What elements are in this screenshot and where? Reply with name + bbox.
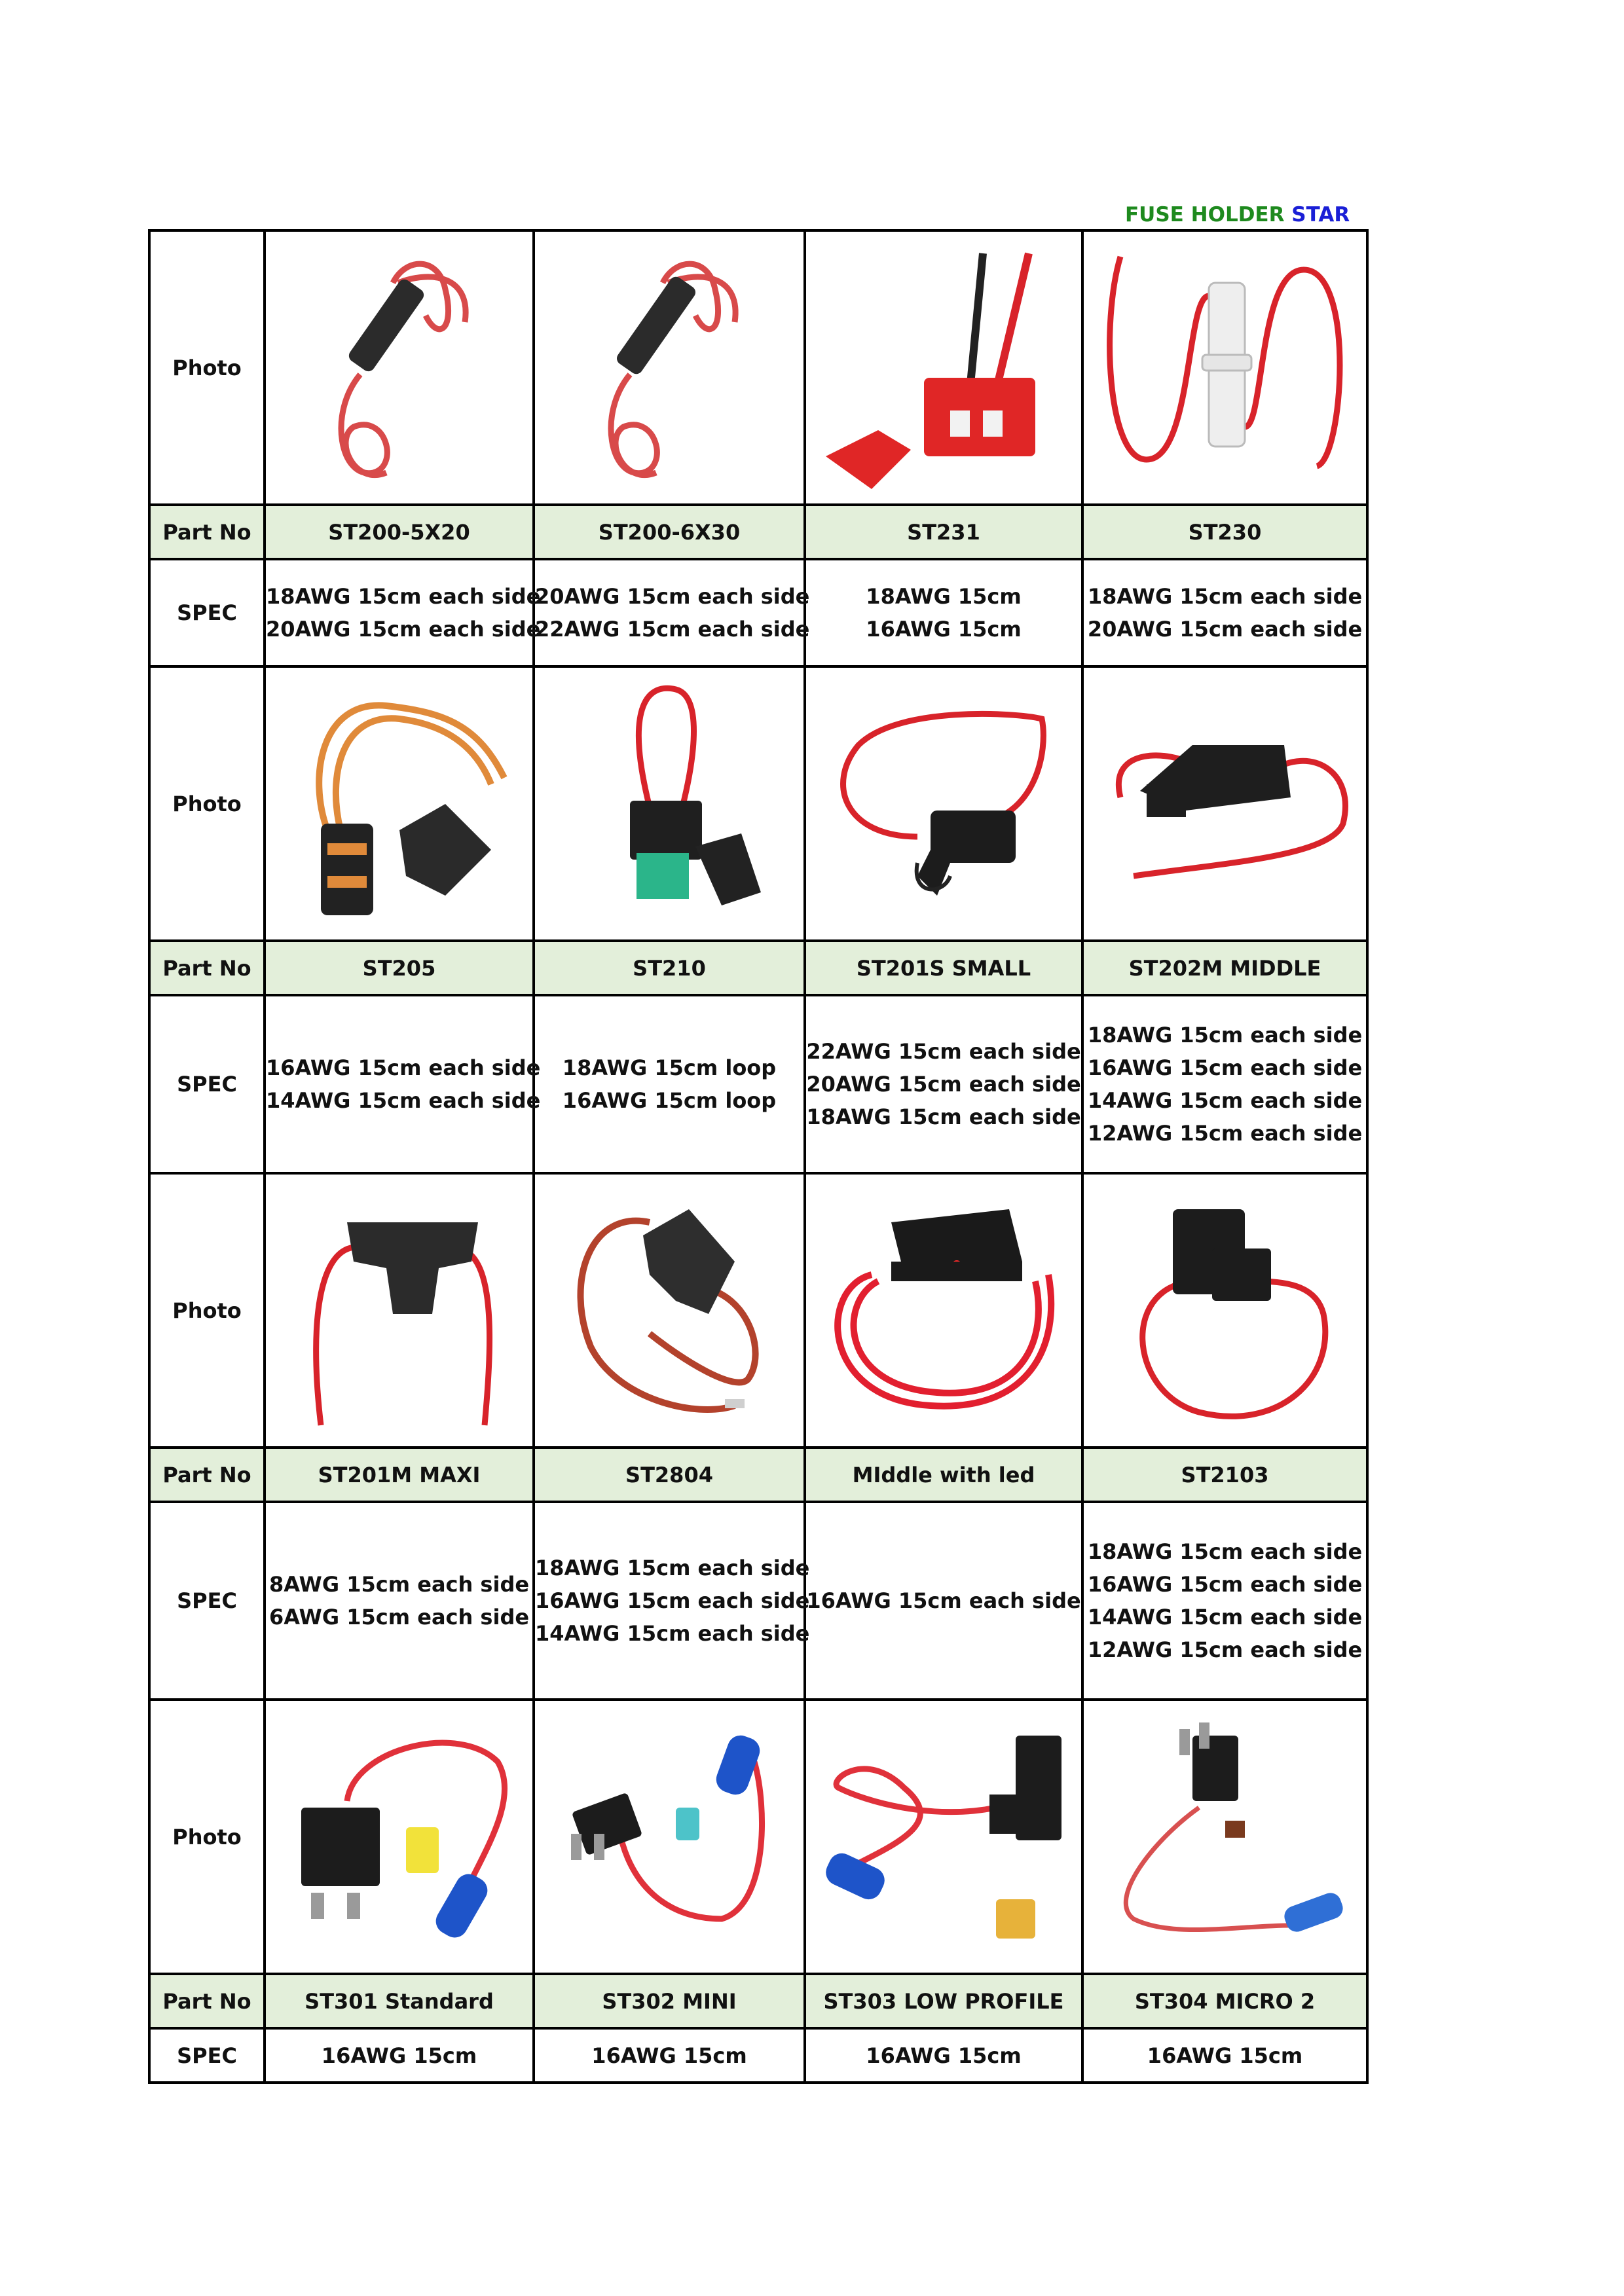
spec-line: 16AWG 15cm	[866, 617, 1022, 642]
title-brand-prefix: FUSE HOLDER	[1125, 203, 1285, 227]
spec-line: 16AWG 15cm	[866, 2043, 1022, 2068]
spec-label: SPEC	[149, 559, 265, 666]
part-number: ST302 MINI	[534, 1974, 805, 2028]
spec-line: 12AWG 15cm each side	[1087, 1121, 1363, 1146]
product-spec-table	[148, 229, 1369, 2084]
spec-cell	[1082, 995, 1367, 1173]
part-number: ST200-5X20	[265, 505, 534, 559]
spec-cell	[1082, 1502, 1367, 1700]
spec-line: 16AWG 15cm each side	[806, 1588, 1081, 1613]
spec-line: 16AWG 15cm loop	[562, 1088, 777, 1113]
spec-line: 20AWG 15cm each side	[1087, 617, 1363, 642]
inline-fuse-holder-6x30-icon	[584, 244, 754, 492]
photo-cell	[1082, 1700, 1367, 1974]
photo-cell	[534, 230, 805, 505]
title-brand-suffix: STAR	[1291, 203, 1350, 227]
spec-label: SPEC	[149, 1502, 265, 1700]
part-number: ST2103	[1082, 1448, 1367, 1502]
spec-line: 14AWG 15cm each side	[1087, 1605, 1363, 1630]
spec-cell	[534, 559, 810, 666]
spec-line: 18AWG 15cm	[866, 584, 1022, 609]
fuse-holder-st2804-icon	[551, 1183, 787, 1438]
part-number: ST200-6X30	[534, 505, 805, 559]
photo-cell	[1082, 1173, 1367, 1448]
spec-line: 8AWG 15cm each side	[268, 1572, 530, 1597]
part-number: MIddle with led	[805, 1448, 1082, 1502]
led-fuse-holder-icon	[813, 1183, 1075, 1438]
spec-line: 6AWG 15cm each side	[268, 1605, 530, 1630]
photo-cell	[805, 1700, 1082, 1974]
spec-line: 16AWG 15cm	[1147, 2043, 1303, 2068]
spec-line: 16AWG 15cm each side	[1087, 1572, 1363, 1597]
part-number-row-4	[149, 1974, 1367, 2028]
spec-cell	[265, 2028, 534, 2083]
part-number: ST303 LOW PROFILE	[805, 1974, 1082, 2028]
middle-blade-fuse-holder-icon	[1094, 680, 1356, 928]
spec-label: SPEC	[149, 995, 265, 1173]
photo-cell	[265, 230, 534, 505]
part-number-row-2	[149, 941, 1367, 995]
spec-line: 16AWG 15cm each side	[1087, 1055, 1363, 1080]
spec-cell	[805, 995, 1082, 1173]
spec-line: 18AWG 15cm each side	[266, 584, 541, 609]
photo-cell	[805, 666, 1082, 941]
photo-row-2	[149, 666, 1367, 941]
photo-row-3	[149, 1173, 1367, 1448]
part-number: ST231	[805, 505, 1082, 559]
photo-label: Photo	[149, 1173, 265, 1448]
spec-row-3	[149, 1502, 1367, 1700]
spec-line: 20AWG 15cm each side	[535, 584, 810, 609]
spec-line: 20AWG 15cm each side	[266, 617, 541, 642]
document-title	[1125, 196, 1367, 233]
spec-line: 16AWG 15cm	[321, 2043, 477, 2068]
part-number: ST205	[265, 941, 534, 995]
photo-cell	[1082, 666, 1367, 941]
spec-row-2	[149, 995, 1367, 1173]
part-number: ST301 Standard	[265, 1974, 534, 2028]
add-a-circuit-mini-icon	[545, 1709, 794, 1965]
spec-cell	[1082, 2028, 1367, 2083]
spec-cell	[534, 2028, 805, 2083]
photo-cell	[265, 1700, 534, 1974]
spec-line: 12AWG 15cm each side	[1087, 1637, 1363, 1662]
add-a-circuit-standard-icon	[275, 1709, 524, 1965]
fuse-holder-st2103-icon	[1101, 1183, 1350, 1438]
part-no-label: Part No	[149, 941, 265, 995]
part-no-label: Part No	[149, 1974, 265, 2028]
spec-label: SPEC	[149, 2028, 265, 2083]
spec-cell	[265, 1502, 534, 1700]
part-no-label: Part No	[149, 1448, 265, 1502]
spec-cell	[265, 995, 541, 1173]
spec-cell	[265, 559, 541, 666]
photo-label: Photo	[149, 1700, 265, 1974]
part-number: ST210	[534, 941, 805, 995]
maxi-fuse-holder-icon	[282, 1183, 517, 1438]
spec-cell	[805, 2028, 1082, 2083]
spec-line: 18AWG 15cm each side	[1087, 1539, 1363, 1564]
photo-cell	[534, 1700, 805, 1974]
loop-fuse-holder-icon	[571, 676, 767, 932]
inline-fuse-holder-5x20-icon	[314, 244, 485, 492]
part-number: ST304 MICRO 2	[1082, 1974, 1367, 2028]
spec-line: 18AWG 15cm loop	[562, 1055, 777, 1080]
spec-cell	[805, 559, 1082, 666]
part-number: ST202M MIDDLE	[1082, 941, 1367, 995]
spec-line: 18AWG 15cm each side	[1087, 1023, 1363, 1048]
spec-line: 22AWG 15cm each side	[806, 1039, 1081, 1064]
spec-line: 18AWG 15cm each side	[535, 1556, 810, 1580]
part-number: ST201M MAXI	[265, 1448, 534, 1502]
photo-row-1	[149, 230, 1367, 505]
spec-row-1	[149, 559, 1367, 666]
spec-line: 16AWG 15cm each side	[535, 1588, 810, 1613]
white-inline-fuse-holder-icon	[1094, 244, 1356, 492]
part-number: ST2804	[534, 1448, 805, 1502]
spec-cell	[534, 995, 805, 1173]
red-fuse-holder-icon	[813, 240, 1075, 496]
spec-line: 20AWG 15cm each side	[806, 1072, 1081, 1097]
add-a-circuit-low-profile-icon	[813, 1709, 1075, 1965]
small-blade-fuse-holder-icon	[819, 680, 1068, 928]
spec-line: 16AWG 15cm	[591, 2043, 747, 2068]
spec-line: 18AWG 15cm each side	[1087, 584, 1363, 609]
spec-line: 18AWG 15cm each side	[806, 1104, 1081, 1129]
photo-row-4	[149, 1700, 1367, 1974]
photo-label: Photo	[149, 666, 265, 941]
photo-cell	[1082, 230, 1367, 505]
add-a-circuit-micro2-icon	[1094, 1709, 1356, 1965]
spec-cell	[805, 1502, 1082, 1700]
spec-cell	[1082, 559, 1367, 666]
photo-cell	[265, 1173, 534, 1448]
part-number: ST201S SMALL	[805, 941, 1082, 995]
spec-line: 14AWG 15cm each side	[1087, 1088, 1363, 1113]
photo-label: Photo	[149, 230, 265, 505]
photo-cell	[805, 230, 1082, 505]
spec-line: 14AWG 15cm each side	[535, 1621, 810, 1646]
part-number: ST230	[1082, 505, 1367, 559]
spec-line: 22AWG 15cm each side	[535, 617, 810, 642]
spec-cell	[534, 1502, 810, 1700]
waterproof-fuse-holder-orange-wire-icon	[282, 680, 517, 928]
photo-cell	[534, 666, 805, 941]
spec-line: 16AWG 15cm each side	[266, 1055, 541, 1080]
photo-cell	[265, 666, 534, 941]
spec-row-4	[149, 2028, 1367, 2083]
spec-line: 14AWG 15cm each side	[266, 1088, 541, 1113]
part-no-label: Part No	[149, 505, 265, 559]
part-number-row-3	[149, 1448, 1367, 1502]
photo-cell	[805, 1173, 1082, 1448]
photo-cell	[534, 1173, 805, 1448]
part-number-row-1	[149, 505, 1367, 559]
